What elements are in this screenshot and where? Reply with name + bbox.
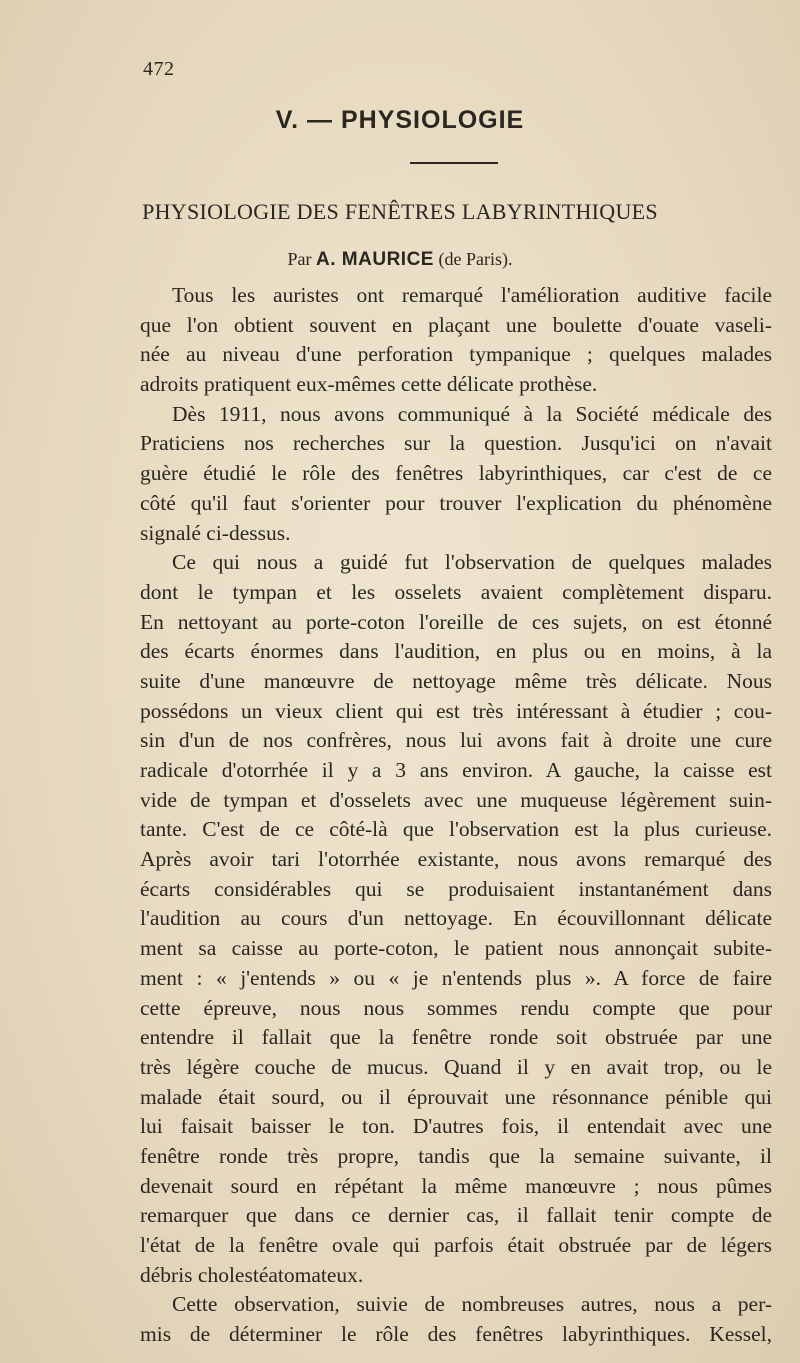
body-line: écarts considérables qui se produisaient instantanément dans [140,876,772,901]
body-line: devenait sourd en répétant la même manœuvre ; nous pûmes [140,1173,772,1198]
body-line: sin d'un de nos confrères, nous lui avons fait à droite une cure [140,728,772,753]
article-title: PHYSIOLOGIE DES FENÊTRES LABYRINTHIQUES [142,199,658,224]
body-line: des écarts énormes dans l'audition, en plus ou en moins, à la [140,639,772,664]
body-line: ment sa caisse au porte-coton, le patient nous annonçait subite- [140,936,772,961]
body-line: ment : « j'entends » ou « je n'entends plus ». A force de faire [140,965,772,990]
byline-prefix: Par [287,249,312,269]
body-line: l'état de la fenêtre ovale qui parfois était obstruée par de légers [140,1233,772,1257]
body-line: l'audition au cours d'un nettoyage. En écouvillonnant délicate [140,906,772,931]
byline [0,249,800,271]
article-body [140,281,772,1350]
body-line: malade était sourd, ou il éprouvait une résonnance pénible qui [140,1084,772,1109]
body-line: remarquer que dans ce dernier cas, il fallait tenir compte de [140,1203,772,1228]
body-line: entendre il fallait que la fenêtre ronde soit obstruée par une [140,1025,772,1050]
body-line: radicale d'otorrhée il y a 3 ans environ. A gauche, la caisse est [140,758,772,782]
heading-rule [410,162,498,164]
body-line: née au niveau d'une perforation tympanique ; quelques malades [140,342,772,367]
body-line: Après avoir tari l'otorrhée existante, nous avons remarqué des [140,847,772,872]
body-line: dont le tympan et les osselets avaient complètement disparu. [140,579,772,604]
page-number: 472 [143,58,175,80]
body-line: fenêtre ronde très propre, tandis que la semaine suivante, il [140,1143,772,1168]
body-line: côté qu'il faut s'orienter pour trouver l'explication du phénomène [140,490,772,515]
section-heading: V. — PHYSIOLOGIE [275,106,525,134]
body-line: suite d'une manœuvre de nettoyage même très délicate. Nous [140,668,772,693]
body-line: adroits pratiquent eux-mêmes cette délicate prothèse. [140,372,598,397]
body-line: Tous les auristes ont remarqué l'amélioration auditive facile [172,283,772,307]
body-line: très légère couche de mucus. Quand il y en avait trop, ou le [140,1054,772,1079]
body-line: possédons un vieux client qui est très intéressant à étudier ; cou- [140,698,772,723]
body-line: guère étudié le rôle des fenêtres labyrinthiques, car c'est de ce [140,461,772,486]
body-line: tante. C'est de ce côté-là que l'observation est la plus curieuse. [140,817,772,842]
body-line: Ce qui nous a guidé fut l'observation de quelques malades [172,550,772,575]
body-line: Dès 1911, nous avons communiqué à la Société médicale des [172,401,772,426]
byline-affiliation: (de Paris). [438,249,513,269]
body-line: signalé ci-dessus. [140,520,291,545]
body-line: débris cholestéatomateux. [140,1262,364,1287]
body-line: lui faisait baisser le ton. D'autres fois, il entendait avec une [140,1114,772,1139]
body-line: Praticiens nos recherches sur la question. Jusqu'ici on n'avait [140,431,772,456]
body-line: Cette observation, suivie de nombreuses autres, nous a per- [172,1292,772,1317]
byline-author: A. MAURICE [316,249,434,270]
body-line: En nettoyant au porte-coton l'oreille de ces sujets, on est étonné [140,609,772,634]
body-line: mis de déterminer le rôle des fenêtres labyrinthiques. Kessel, [140,1322,772,1347]
body-line: que l'on obtient souvent en plaçant une boulette d'ouate vaseli- [140,312,772,337]
body-line: cette épreuve, nous nous sommes rendu compte que pour [140,995,772,1020]
body-line: vide de tympan et d'osselets avec une muqueuse légèrement suin- [140,787,772,812]
